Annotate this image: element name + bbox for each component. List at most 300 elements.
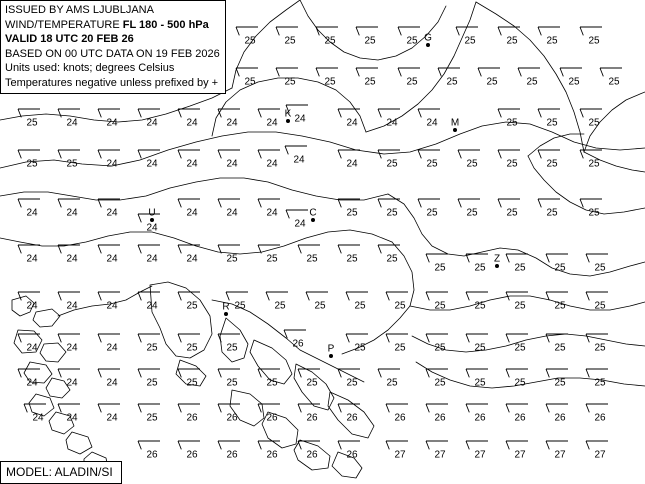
temperature-label: 27 xyxy=(474,449,486,461)
wind-barb xyxy=(18,369,40,377)
wind-barb xyxy=(458,199,480,207)
legend-flight-level: FL 180 - 500 hPa xyxy=(122,18,209,31)
temperature-label: 24 xyxy=(26,300,38,312)
temperature-label: 26 xyxy=(474,412,486,424)
temperature-label: 25 xyxy=(266,377,278,389)
temperature-label: 24 xyxy=(266,158,278,170)
temperature-label: 26 xyxy=(306,412,318,424)
wind-barb xyxy=(386,292,408,300)
wind-barb xyxy=(138,404,160,412)
temperature-label: 25 xyxy=(514,342,526,354)
temperature-label: 25 xyxy=(466,158,478,170)
wind-barb xyxy=(18,292,40,300)
temperature-label: 24 xyxy=(426,117,438,129)
wind-barb xyxy=(18,334,40,342)
city-label: C xyxy=(309,207,317,219)
temperature-label: 25 xyxy=(594,342,606,354)
wind-barb xyxy=(506,441,528,449)
wind-barb xyxy=(466,292,488,300)
wind-barb xyxy=(218,199,240,207)
temperature-label: 25 xyxy=(284,35,296,47)
temperature-label: 24 xyxy=(106,412,118,424)
city-marker-dot xyxy=(329,354,333,358)
temperature-label: 26 xyxy=(594,412,606,424)
temperature-label: 25 xyxy=(386,158,398,170)
model-label: MODEL: ALADIN/SI xyxy=(6,465,113,479)
temperature-label: 26 xyxy=(434,412,446,424)
wind-barb xyxy=(138,292,160,300)
temperature-label: 25 xyxy=(474,262,486,274)
temperature-label: 24 xyxy=(66,377,78,389)
temperature-label: 26 xyxy=(292,338,304,350)
temperature-label: 26 xyxy=(266,449,278,461)
wind-barb xyxy=(258,150,280,158)
wind-barb xyxy=(218,109,240,117)
temperature-label: 24 xyxy=(346,117,358,129)
temperature-label: 26 xyxy=(306,449,318,461)
temperature-label: 25 xyxy=(406,35,418,47)
temperature-label: 24 xyxy=(66,253,78,265)
temperature-label: 25 xyxy=(594,262,606,274)
wind-barb xyxy=(580,109,602,117)
temperature-label: 27 xyxy=(514,449,526,461)
legend-issued-by: ISSUED BY AMS LJUBLJANA xyxy=(5,4,154,16)
temperature-label: 25 xyxy=(554,377,566,389)
wind-barb xyxy=(138,369,160,377)
wind-barb xyxy=(418,109,440,117)
temperature-label: 25 xyxy=(474,377,486,389)
temperature-label: 24 xyxy=(266,117,278,129)
temperature-label: 25 xyxy=(186,377,198,389)
temperature-label: 25 xyxy=(546,207,558,219)
wind-barb xyxy=(466,254,488,262)
temperature-label: 25 xyxy=(588,35,600,47)
temperature-label: 25 xyxy=(608,76,620,88)
temperature-label: 25 xyxy=(364,35,376,47)
model-box xyxy=(0,461,122,484)
wind-barb xyxy=(18,109,40,117)
temperature-label: 24 xyxy=(294,113,306,125)
wind-barb xyxy=(24,404,46,412)
temperature-label: 24 xyxy=(66,117,78,129)
temperature-label: 24 xyxy=(66,412,78,424)
temperature-label: 25 xyxy=(314,300,326,312)
wind-barb xyxy=(178,292,200,300)
temperature-label: 24 xyxy=(106,158,118,170)
wind-barb xyxy=(466,334,488,342)
wind-barb xyxy=(286,210,308,218)
temperature-label: 25 xyxy=(486,76,498,88)
temperature-label: 25 xyxy=(466,207,478,219)
temperature-label: 26 xyxy=(226,449,238,461)
temperature-label: 25 xyxy=(394,300,406,312)
wind-barb xyxy=(586,369,608,377)
temperature-label: 24 xyxy=(26,253,38,265)
wind-barb xyxy=(466,369,488,377)
wind-barb xyxy=(218,369,240,377)
city-marker-dot xyxy=(426,43,430,47)
wind-barb xyxy=(58,334,80,342)
city-marker-dot xyxy=(150,218,154,222)
legend-valid: VALID 18 UTC 20 FEB 26 xyxy=(5,33,134,45)
wind-barb xyxy=(466,441,488,449)
city-label: K xyxy=(284,108,292,120)
wind-barb xyxy=(498,109,520,117)
temperature-label: 25 xyxy=(306,253,318,265)
wind-barb xyxy=(58,292,80,300)
wind-barb xyxy=(378,369,400,377)
legend-product xyxy=(5,18,220,33)
wind-barb xyxy=(58,199,80,207)
wind-barb xyxy=(258,441,280,449)
city-label: M xyxy=(450,117,460,129)
temperature-label: 24 xyxy=(294,218,306,230)
wind-barb xyxy=(178,199,200,207)
wind-barb xyxy=(338,404,360,412)
wind-barb xyxy=(600,68,622,76)
wind-barb xyxy=(236,68,258,76)
wind-barb xyxy=(98,245,120,253)
wind-barb xyxy=(506,254,528,262)
wind-barb xyxy=(338,369,360,377)
wind-barb xyxy=(236,27,258,35)
temperature-label: 24 xyxy=(106,117,118,129)
wind-barb xyxy=(298,441,320,449)
wind-barb xyxy=(386,334,408,342)
wind-barb xyxy=(426,334,448,342)
temperature-label: 25 xyxy=(346,377,358,389)
temperature-label: 25 xyxy=(464,35,476,47)
wind-barb xyxy=(258,369,280,377)
temperature-label: 26 xyxy=(186,412,198,424)
wind-barb xyxy=(138,109,160,117)
city-label: P xyxy=(327,343,335,355)
wind-barb xyxy=(284,330,306,338)
temperature-label: 24 xyxy=(106,253,118,265)
temperature-label: 25 xyxy=(26,158,38,170)
wind-barb xyxy=(338,109,360,117)
wind-barb xyxy=(298,369,320,377)
temperature-label: 26 xyxy=(146,449,158,461)
wind-barb xyxy=(266,292,288,300)
temperature-label: 24 xyxy=(32,412,44,424)
wind-barb xyxy=(306,292,328,300)
temperature-label: 25 xyxy=(588,207,600,219)
city-marker-dot xyxy=(495,264,499,268)
wind-barb xyxy=(98,334,120,342)
wind-barb xyxy=(586,441,608,449)
temperature-label: 25 xyxy=(426,207,438,219)
wind-barb xyxy=(58,404,80,412)
temperature-label: 25 xyxy=(434,377,446,389)
temperature-label: 25 xyxy=(568,76,580,88)
wind-barb xyxy=(218,150,240,158)
legend-temperature-note: Temperatures negative unless prefixed by + xyxy=(5,76,219,89)
wind-barb xyxy=(538,150,560,158)
wind-barb xyxy=(178,369,200,377)
wind-barb xyxy=(546,441,568,449)
temperature-label: 25 xyxy=(588,158,600,170)
temperature-label: 25 xyxy=(474,342,486,354)
wind-barb xyxy=(580,150,602,158)
wind-barb xyxy=(298,245,320,253)
wind-barb xyxy=(218,334,240,342)
wind-barb xyxy=(506,404,528,412)
temperature-label: 25 xyxy=(324,35,336,47)
temperature-label: 24 xyxy=(106,207,118,219)
temperature-label: 24 xyxy=(293,154,305,166)
wind-barb xyxy=(316,27,338,35)
temperature-label: 25 xyxy=(354,300,366,312)
wind-barb xyxy=(378,245,400,253)
temperature-label: 25 xyxy=(554,342,566,354)
wind-barb xyxy=(58,245,80,253)
wind-barb xyxy=(378,109,400,117)
wind-barb xyxy=(538,199,560,207)
temperature-label: 25 xyxy=(354,342,366,354)
wind-barb xyxy=(586,404,608,412)
wind-barb xyxy=(546,254,568,262)
wind-barb xyxy=(258,404,280,412)
temperature-label: 25 xyxy=(386,253,398,265)
wind-barb xyxy=(178,334,200,342)
wind-barb xyxy=(58,150,80,158)
wind-barb xyxy=(458,150,480,158)
wind-barb xyxy=(506,334,528,342)
temperature-label: 25 xyxy=(506,158,518,170)
legend-box xyxy=(0,0,226,94)
temperature-label: 25 xyxy=(546,35,558,47)
temperature-label: 25 xyxy=(514,262,526,274)
temperature-label: 25 xyxy=(26,117,38,129)
wind-barb xyxy=(338,441,360,449)
temperature-label: 26 xyxy=(266,412,278,424)
temperature-label: 24 xyxy=(146,222,158,234)
temperature-label: 26 xyxy=(394,412,406,424)
temperature-label: 25 xyxy=(186,300,198,312)
temperature-label: 24 xyxy=(186,207,198,219)
temperature-label: 26 xyxy=(346,449,358,461)
temperature-label: 24 xyxy=(346,158,358,170)
temperature-label: 25 xyxy=(514,377,526,389)
temperature-label: 26 xyxy=(346,412,358,424)
temperature-label: 25 xyxy=(474,300,486,312)
wind-barb xyxy=(498,27,520,35)
wind-barb xyxy=(18,150,40,158)
wind-barb xyxy=(466,404,488,412)
wind-barb xyxy=(498,150,520,158)
legend-based-on: BASED ON 00 UTC DATA ON 19 FEB 2026 xyxy=(5,47,220,60)
city-label: G xyxy=(424,32,432,44)
temperature-label: 24 xyxy=(146,158,158,170)
city-label: R xyxy=(222,301,230,313)
temperature-label: 24 xyxy=(66,342,78,354)
temperature-label: 27 xyxy=(554,449,566,461)
temperature-label: 26 xyxy=(514,412,526,424)
wind-barb xyxy=(586,254,608,262)
temperature-label: 24 xyxy=(66,207,78,219)
city-label: U xyxy=(148,207,156,219)
temperature-label: 27 xyxy=(594,449,606,461)
temperature-label: 25 xyxy=(234,300,246,312)
temperature-label: 25 xyxy=(226,377,238,389)
wind-barb xyxy=(18,245,40,253)
temperature-label: 27 xyxy=(434,449,446,461)
temperature-label: 24 xyxy=(146,300,158,312)
temperature-label: 25 xyxy=(394,342,406,354)
wind-barb xyxy=(560,68,582,76)
wind-barb xyxy=(426,369,448,377)
wind-barb xyxy=(178,441,200,449)
temperature-label: 25 xyxy=(146,412,158,424)
wind-barb xyxy=(178,404,200,412)
temperature-label: 25 xyxy=(434,342,446,354)
temperature-label: 24 xyxy=(146,253,158,265)
temperature-label: 25 xyxy=(554,300,566,312)
wind-barb xyxy=(386,404,408,412)
wind-barb xyxy=(518,68,540,76)
legend-product-label: WIND/TEMPERATURE xyxy=(5,18,123,31)
temperature-label: 24 xyxy=(106,300,118,312)
wind-barb xyxy=(18,199,40,207)
wind-barb xyxy=(98,109,120,117)
temperature-label: 24 xyxy=(146,117,158,129)
wind-barb xyxy=(138,245,160,253)
wind-barb xyxy=(98,292,120,300)
wind-barb xyxy=(506,292,528,300)
temperature-label: 24 xyxy=(266,207,278,219)
wind-barb xyxy=(285,146,307,154)
wind-barb xyxy=(478,68,500,76)
temperature-label: 25 xyxy=(594,300,606,312)
wind-barb xyxy=(418,150,440,158)
city-marker-dot xyxy=(453,128,457,132)
wind-barb xyxy=(356,27,378,35)
wind-barb xyxy=(426,441,448,449)
wind-barb xyxy=(178,245,200,253)
wind-barb xyxy=(218,245,240,253)
wind-barb xyxy=(218,441,240,449)
wind-barb xyxy=(258,245,280,253)
wind-barb xyxy=(276,68,298,76)
wind-barb xyxy=(138,441,160,449)
wind-barb xyxy=(178,109,200,117)
wind-barb xyxy=(276,27,298,35)
wind-barb xyxy=(58,369,80,377)
city-label: Z xyxy=(493,253,501,265)
wind-barb xyxy=(138,150,160,158)
wind-barb xyxy=(316,68,338,76)
wind-barb xyxy=(586,334,608,342)
temperature-label: 26 xyxy=(554,412,566,424)
temperature-label: 25 xyxy=(446,76,458,88)
wind-barb xyxy=(546,334,568,342)
temperature-label: 25 xyxy=(506,117,518,129)
wind-barb xyxy=(538,27,560,35)
wind-barb xyxy=(426,292,448,300)
temperature-label: 24 xyxy=(106,377,118,389)
wind-barb xyxy=(506,369,528,377)
temperature-label: 25 xyxy=(588,117,600,129)
wind-barb xyxy=(426,404,448,412)
city-marker-dot xyxy=(311,218,315,222)
wind-barb xyxy=(338,199,360,207)
wind-barb xyxy=(546,292,568,300)
temperature-label: 25 xyxy=(386,377,398,389)
temperature-label: 25 xyxy=(406,76,418,88)
temperature-label: 25 xyxy=(546,117,558,129)
wind-barb xyxy=(98,404,120,412)
temperature-label: 27 xyxy=(394,449,406,461)
temperature-label: 25 xyxy=(266,253,278,265)
temperature-label: 25 xyxy=(346,253,358,265)
temperature-label: 25 xyxy=(506,35,518,47)
wind-barb xyxy=(546,404,568,412)
temperature-label: 25 xyxy=(244,35,256,47)
wind-barb xyxy=(138,334,160,342)
wind-barb xyxy=(498,199,520,207)
temperature-label: 26 xyxy=(186,449,198,461)
temperature-label: 24 xyxy=(226,117,238,129)
temperature-label: 24 xyxy=(226,158,238,170)
temperature-label: 25 xyxy=(514,300,526,312)
wind-barb xyxy=(98,199,120,207)
temperature-label: 24 xyxy=(106,342,118,354)
temperature-label: 25 xyxy=(426,158,438,170)
wind-barb xyxy=(438,68,460,76)
temperature-label: 24 xyxy=(66,300,78,312)
wind-barb xyxy=(298,404,320,412)
temperature-label: 26 xyxy=(226,412,238,424)
temperature-label: 25 xyxy=(346,207,358,219)
wind-barb xyxy=(418,199,440,207)
temperature-label: 24 xyxy=(26,342,38,354)
wind-barb xyxy=(538,109,560,117)
temperature-label: 24 xyxy=(226,207,238,219)
temperature-label: 24 xyxy=(186,253,198,265)
wind-barb xyxy=(218,404,240,412)
temperature-label: 25 xyxy=(284,76,296,88)
wind-barb xyxy=(226,292,248,300)
temperature-label: 25 xyxy=(146,342,158,354)
wind-barb xyxy=(378,150,400,158)
temperature-label: 25 xyxy=(324,76,336,88)
wind-barb xyxy=(58,109,80,117)
wind-barb xyxy=(426,254,448,262)
wind-barb xyxy=(398,27,420,35)
temperature-label: 25 xyxy=(434,262,446,274)
temperature-label: 25 xyxy=(434,300,446,312)
temperature-label: 24 xyxy=(26,377,38,389)
wind-barb xyxy=(586,292,608,300)
temperature-label: 24 xyxy=(186,117,198,129)
wind-barb xyxy=(258,109,280,117)
temperature-label: 25 xyxy=(146,377,158,389)
wind-barb xyxy=(456,27,478,35)
wind-barb xyxy=(580,199,602,207)
temperature-label: 25 xyxy=(364,76,376,88)
wind-barb xyxy=(178,150,200,158)
temperature-label: 25 xyxy=(274,300,286,312)
wind-barb xyxy=(346,292,368,300)
temperature-label: 25 xyxy=(386,207,398,219)
wind-barb xyxy=(258,199,280,207)
temperature-label: 24 xyxy=(386,117,398,129)
temperature-label: 24 xyxy=(186,158,198,170)
wind-barb xyxy=(98,369,120,377)
wind-barb xyxy=(356,68,378,76)
city-marker-dot xyxy=(286,119,290,123)
